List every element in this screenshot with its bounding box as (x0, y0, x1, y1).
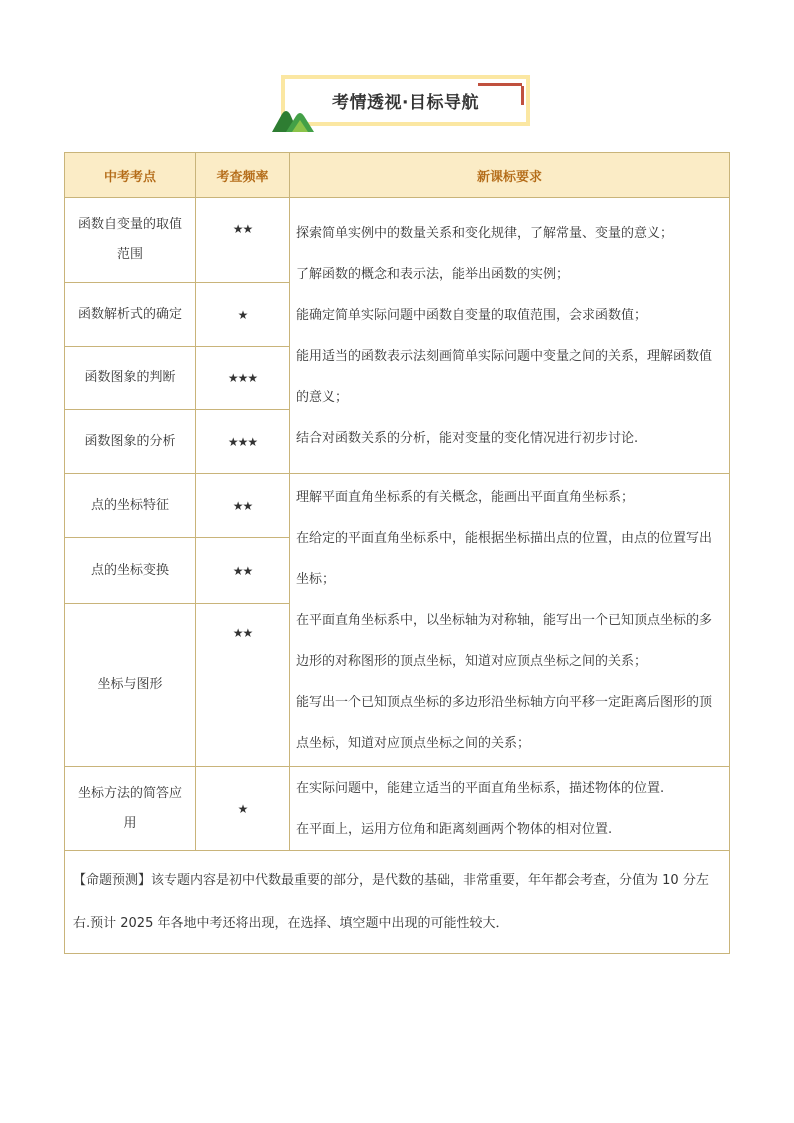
star-rating: ★ (237, 801, 248, 816)
requirement-item: 能确定简单实际问题中函数自变量的取值范围，会求函数值； (296, 307, 648, 323)
requirement-item: 能用适当的函数表示法刻画简单实际问题中变量之间的关系，理解函数值的意义； (296, 348, 713, 405)
requirement-item: 在平面直角坐标系中，以坐标轴为对称轴，能写出一个已知顶点坐标的多边形的对称图形的顶点坐标，知道对应顶点坐标之间的关系； (296, 612, 713, 669)
forecast-row (65, 851, 730, 954)
topic-cell: 函数图象的分析 (65, 410, 196, 474)
table-header-row (65, 153, 730, 198)
star-rating: ★ (237, 307, 248, 322)
table-row (65, 767, 730, 851)
star-rating: ★★ (232, 222, 253, 236)
star-rating: ★★★ (227, 371, 258, 385)
star-rating: ★★ (232, 563, 253, 578)
table-row (65, 198, 730, 283)
requirement-item: 在实际问题中，能建立适当的平面直角坐标系，描述物体的位置. (296, 780, 665, 796)
frequency-cell (196, 347, 290, 410)
frequency-cell (196, 767, 290, 851)
forecast-cell (65, 851, 730, 954)
title-decoration-bar (521, 86, 524, 105)
topic-cell: 函数图象的判断 (65, 347, 196, 410)
table-row (65, 474, 730, 538)
section-title: 考情透视·目标导航 (285, 79, 526, 122)
requirement-item: 探索简单实例中的数量关系和变化规律，了解常量、变量的意义； (296, 225, 674, 241)
forecast-label: 【命题预测】 (73, 873, 152, 888)
forecast-text: 该专题内容是初中代数最重要的部分，是代数的基础，非常重要，年年都会考查，分值为 10 分左右.预计 2025 年各地中考还将出现，在选择、填空题中出现的可能性较大． (73, 873, 709, 931)
requirement-item: 在平面上，运用方位角和距离刻画两个物体的相对位置. (296, 821, 613, 837)
requirements-cell (290, 474, 730, 767)
exam-analysis-table (64, 152, 730, 954)
topic-cell: 函数自变量的取值范围 (65, 198, 196, 283)
frequency-cell (196, 604, 290, 767)
header-frequency: 考查频率 (196, 153, 290, 198)
requirement-item: 结合对函数关系的分析，能对变量的变化情况进行初步讨论. (296, 430, 639, 446)
requirement-item: 了解函数的概念和表示法，能举出函数的实例； (296, 266, 570, 282)
topic-cell: 点的坐标变换 (65, 538, 196, 604)
topic-cell: 点的坐标特征 (65, 474, 196, 538)
frequency-cell (196, 283, 290, 347)
frequency-cell (196, 538, 290, 604)
requirement-item: 理解平面直角坐标系的有关概念，能画出平面直角坐标系； (296, 489, 635, 505)
frequency-cell (196, 474, 290, 538)
frequency-cell (196, 410, 290, 474)
topic-cell: 函数解析式的确定 (65, 283, 196, 347)
star-rating: ★★ (232, 626, 253, 640)
topic-cell: 坐标方法的简答应用 (65, 767, 196, 851)
requirements-cell (290, 767, 730, 851)
star-rating: ★★ (232, 498, 253, 513)
header-exam-point: 中考考点 (65, 153, 196, 198)
mountains-icon (272, 108, 316, 132)
title-decoration-line (478, 83, 522, 86)
star-rating: ★★★ (227, 434, 258, 449)
requirement-item: 能写出一个已知顶点坐标的多边形沿坐标轴方向平移一定距离后图形的顶点坐标，知道对应顶点坐标之间的关系； (296, 694, 713, 751)
frequency-cell (196, 198, 290, 283)
requirement-item: 在给定的平面直角坐标系中，能根据坐标描出点的位置，由点的位置写出坐标； (296, 530, 713, 587)
topic-cell: 坐标与图形 (65, 604, 196, 767)
header-requirements: 新课标要求 (290, 153, 730, 198)
requirements-cell (290, 198, 730, 474)
